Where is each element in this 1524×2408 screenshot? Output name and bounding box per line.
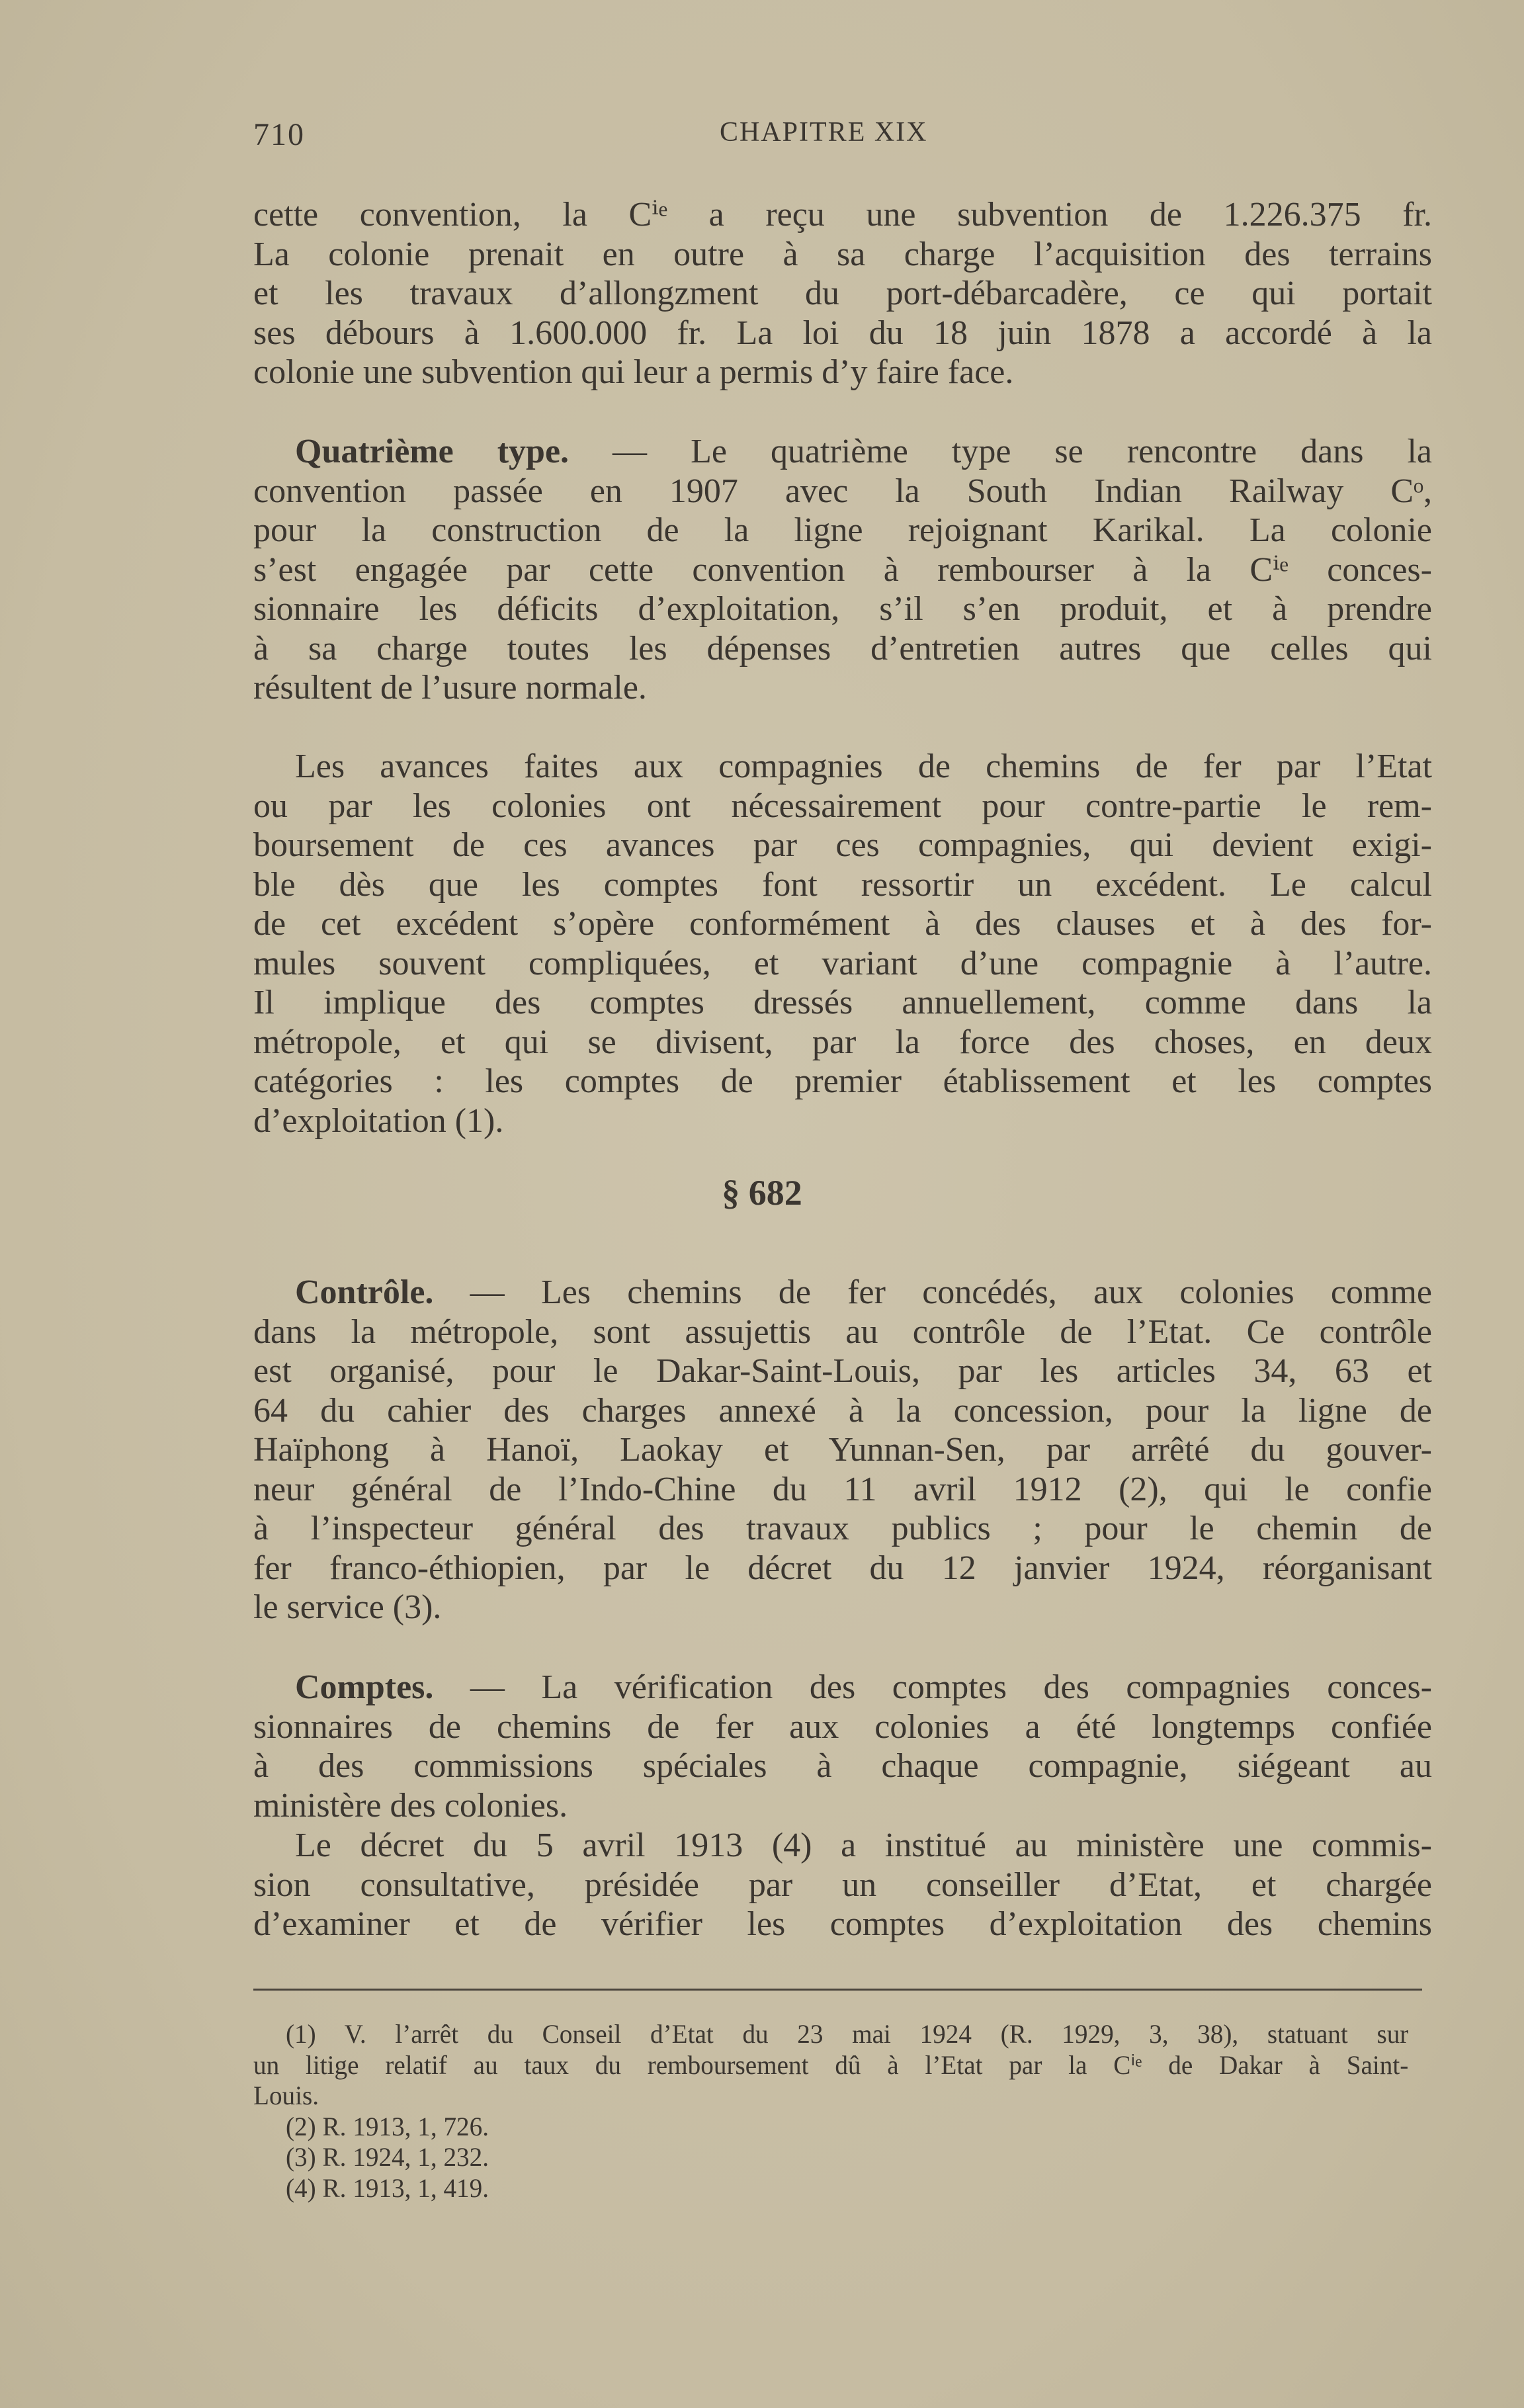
text-line — [253, 1549, 1432, 1588]
footnote-line: (4) R. 1913, 1, 419. — [286, 2172, 489, 2203]
text-line — [253, 1509, 1432, 1549]
footnote-line: un litige relatif au taux du remboursement dû à l’Etat par la Cⁱᵉ de Dakar à Saint- — [253, 2049, 1409, 2080]
paragraph-avances — [253, 747, 1432, 1140]
text-line — [253, 1707, 1432, 1747]
line-text: métropole, et qui se divisent, par la force des choses, en deux — [253, 1023, 1432, 1061]
text-line — [253, 1023, 1432, 1062]
line-text: — Les chemins de fer concédés, aux colonies comme — [433, 1273, 1432, 1311]
line-text: Il implique des comptes dressés annuellement, comme dans la — [253, 984, 1432, 1021]
line-text: ministère des colonies. — [253, 1786, 568, 1825]
text-line — [253, 550, 1432, 590]
run-in-heading: Comptes. — [295, 1668, 434, 1706]
text-line — [253, 747, 1432, 787]
line-text: s’est engagée par cette convention à rembourser à la Cⁱᵉ conces- — [253, 550, 1432, 589]
footnote-line: (1) V. l’arrêt du Conseil d’Etat du 23 mai 1924 (R. 1929, 3, 38), statuant sur — [286, 2019, 1409, 2049]
line-text: ble dès que les comptes font ressortir un excédent. Le calcul — [253, 865, 1432, 904]
line-text: — Le quatrième type se rencontre dans la — [569, 433, 1432, 470]
footnote-line: (3) R. 1924, 1, 232. — [286, 2142, 489, 2172]
line-text: Le décret du 5 avril 1913 (4) a institué au ministère une commis- — [295, 1827, 1432, 1864]
line-text: La colonie prenait en outre à sa charge l’acquisition des terrains — [253, 235, 1432, 273]
line-text: ses débours à 1.600.000 fr. La loi du 18 juin 1878 a accordé à la — [253, 314, 1432, 352]
line-text: de cet excédent s’opère conformément à des clauses et à des for- — [253, 905, 1432, 943]
paragraph-subvention — [253, 195, 1432, 392]
line-text: le service (3). — [253, 1588, 442, 1626]
line-text: cette convention, la Cⁱᵉ a reçu une subvention de 1.226.375 fr. — [253, 196, 1432, 234]
line-text: catégories : les comptes de premier établissement et les comptes — [253, 1062, 1432, 1100]
text-line — [253, 1273, 1432, 1312]
text-line — [253, 589, 1432, 629]
text-line — [253, 432, 1432, 472]
text-line — [253, 668, 1432, 708]
text-line — [253, 353, 1432, 392]
text-line — [253, 1312, 1432, 1352]
line-text: Haïphong à Hanoï, Laokay et Yunnan-Sen, par arrêté du gouver- — [253, 1431, 1432, 1469]
line-text: neur général de l’Indo-Chine du 11 avril 1912 (2), qui le confie — [253, 1470, 1432, 1508]
text-line — [253, 983, 1432, 1023]
line-text: résultent de l’usure normale. — [253, 669, 647, 707]
line-text: — La vérification des comptes des compagnies conces- — [433, 1668, 1432, 1706]
line-text: mules souvent compliquées, et variant d’une compagnie à l’autre. — [253, 944, 1432, 982]
line-text: sionnaires de chemins de fer aux colonies a été longtemps confiée — [253, 1707, 1432, 1746]
running-title: CHAPITRE XIX — [720, 117, 928, 148]
page-number: 710 — [253, 117, 305, 152]
text-line — [253, 1391, 1432, 1431]
text-line — [253, 511, 1432, 550]
line-text: Les avances faites aux compagnies de chemins de fer par l’Etat — [295, 748, 1432, 785]
text-line — [253, 629, 1432, 669]
text-line — [253, 1746, 1432, 1786]
text-line — [253, 787, 1432, 826]
text-line — [253, 1786, 1432, 1826]
text-line — [253, 1866, 1432, 1905]
text-line — [253, 904, 1432, 944]
text-line — [253, 1668, 1432, 1707]
paragraph-decret — [253, 1826, 1432, 1944]
text-line — [253, 1352, 1432, 1391]
paragraph-controle — [253, 1273, 1432, 1627]
text-line — [253, 826, 1432, 865]
line-text: 64 du cahier des charges annexé à la concession, pour la ligne de — [253, 1391, 1432, 1430]
text-line — [253, 1905, 1432, 1944]
line-text: sion consultative, présidée par un conseiller d’Etat, et chargée — [253, 1866, 1432, 1904]
paragraph-quatrieme-type — [253, 432, 1432, 708]
text-line — [253, 314, 1432, 353]
text-line — [253, 1101, 1432, 1141]
run-in-heading: Quatrième type. — [295, 433, 570, 470]
line-text: dans la métropole, sont assujettis au contrôle de l’Etat. Ce contrôle — [253, 1312, 1432, 1351]
line-text: d’exploitation (1). — [253, 1101, 504, 1140]
text-line — [253, 865, 1432, 905]
line-text: colonie une subvention qui leur a permis d’y faire face. — [253, 353, 1014, 391]
line-text: à sa charge toutes les dépenses d’entretien autres que celles qui — [253, 629, 1432, 667]
line-text: boursement de ces avances par ces compagnies, qui devient exigi- — [253, 826, 1432, 864]
line-text: à des commissions spéciales à chaque compagnie, siégeant au — [253, 1747, 1432, 1785]
line-text: et les travaux d’allongzment du port-débarcadère, ce qui portait — [253, 275, 1432, 312]
text-line — [253, 1826, 1432, 1866]
text-line — [253, 1430, 1432, 1470]
footnotes — [253, 2019, 1408, 2204]
line-text: sionnaire les déficits d’exploitation, s’il s’en produit, et à prendre — [253, 590, 1432, 628]
text-line — [253, 944, 1432, 984]
text-line — [253, 195, 1432, 235]
line-text: à l’inspecteur général des travaux publics ; pour le chemin de — [253, 1510, 1432, 1547]
line-text: pour la construction de la ligne rejoignant Karikal. La colonie — [253, 511, 1432, 549]
text-line — [253, 1588, 1432, 1627]
section-heading: § 682 — [722, 1173, 802, 1213]
text-line — [253, 235, 1432, 275]
footnote-line: Louis. — [253, 2081, 319, 2110]
footnote-divider — [253, 1989, 1422, 1991]
line-text: d’examiner et de vérifier les comptes d’exploitation des chemins — [253, 1905, 1432, 1943]
run-in-heading: Contrôle. — [295, 1273, 434, 1311]
text-line — [253, 1062, 1432, 1101]
text-line — [253, 472, 1432, 511]
line-text: convention passée en 1907 avec la South Indian Railway Cᵒ, — [253, 472, 1432, 510]
text-line — [253, 274, 1432, 314]
line-text: ou par les colonies ont nécessairement pour contre-partie le rem- — [253, 787, 1432, 825]
footnote-line: (2) R. 1913, 1, 726. — [286, 2111, 489, 2141]
line-text: fer franco-éthiopien, par le décret du 12 janvier 1924, réorganisant — [253, 1549, 1432, 1587]
line-text: est organisé, pour le Dakar-Saint-Louis, par les articles 34, 63 et — [253, 1352, 1432, 1390]
paragraph-comptes — [253, 1668, 1432, 1825]
text-line — [253, 1470, 1432, 1510]
